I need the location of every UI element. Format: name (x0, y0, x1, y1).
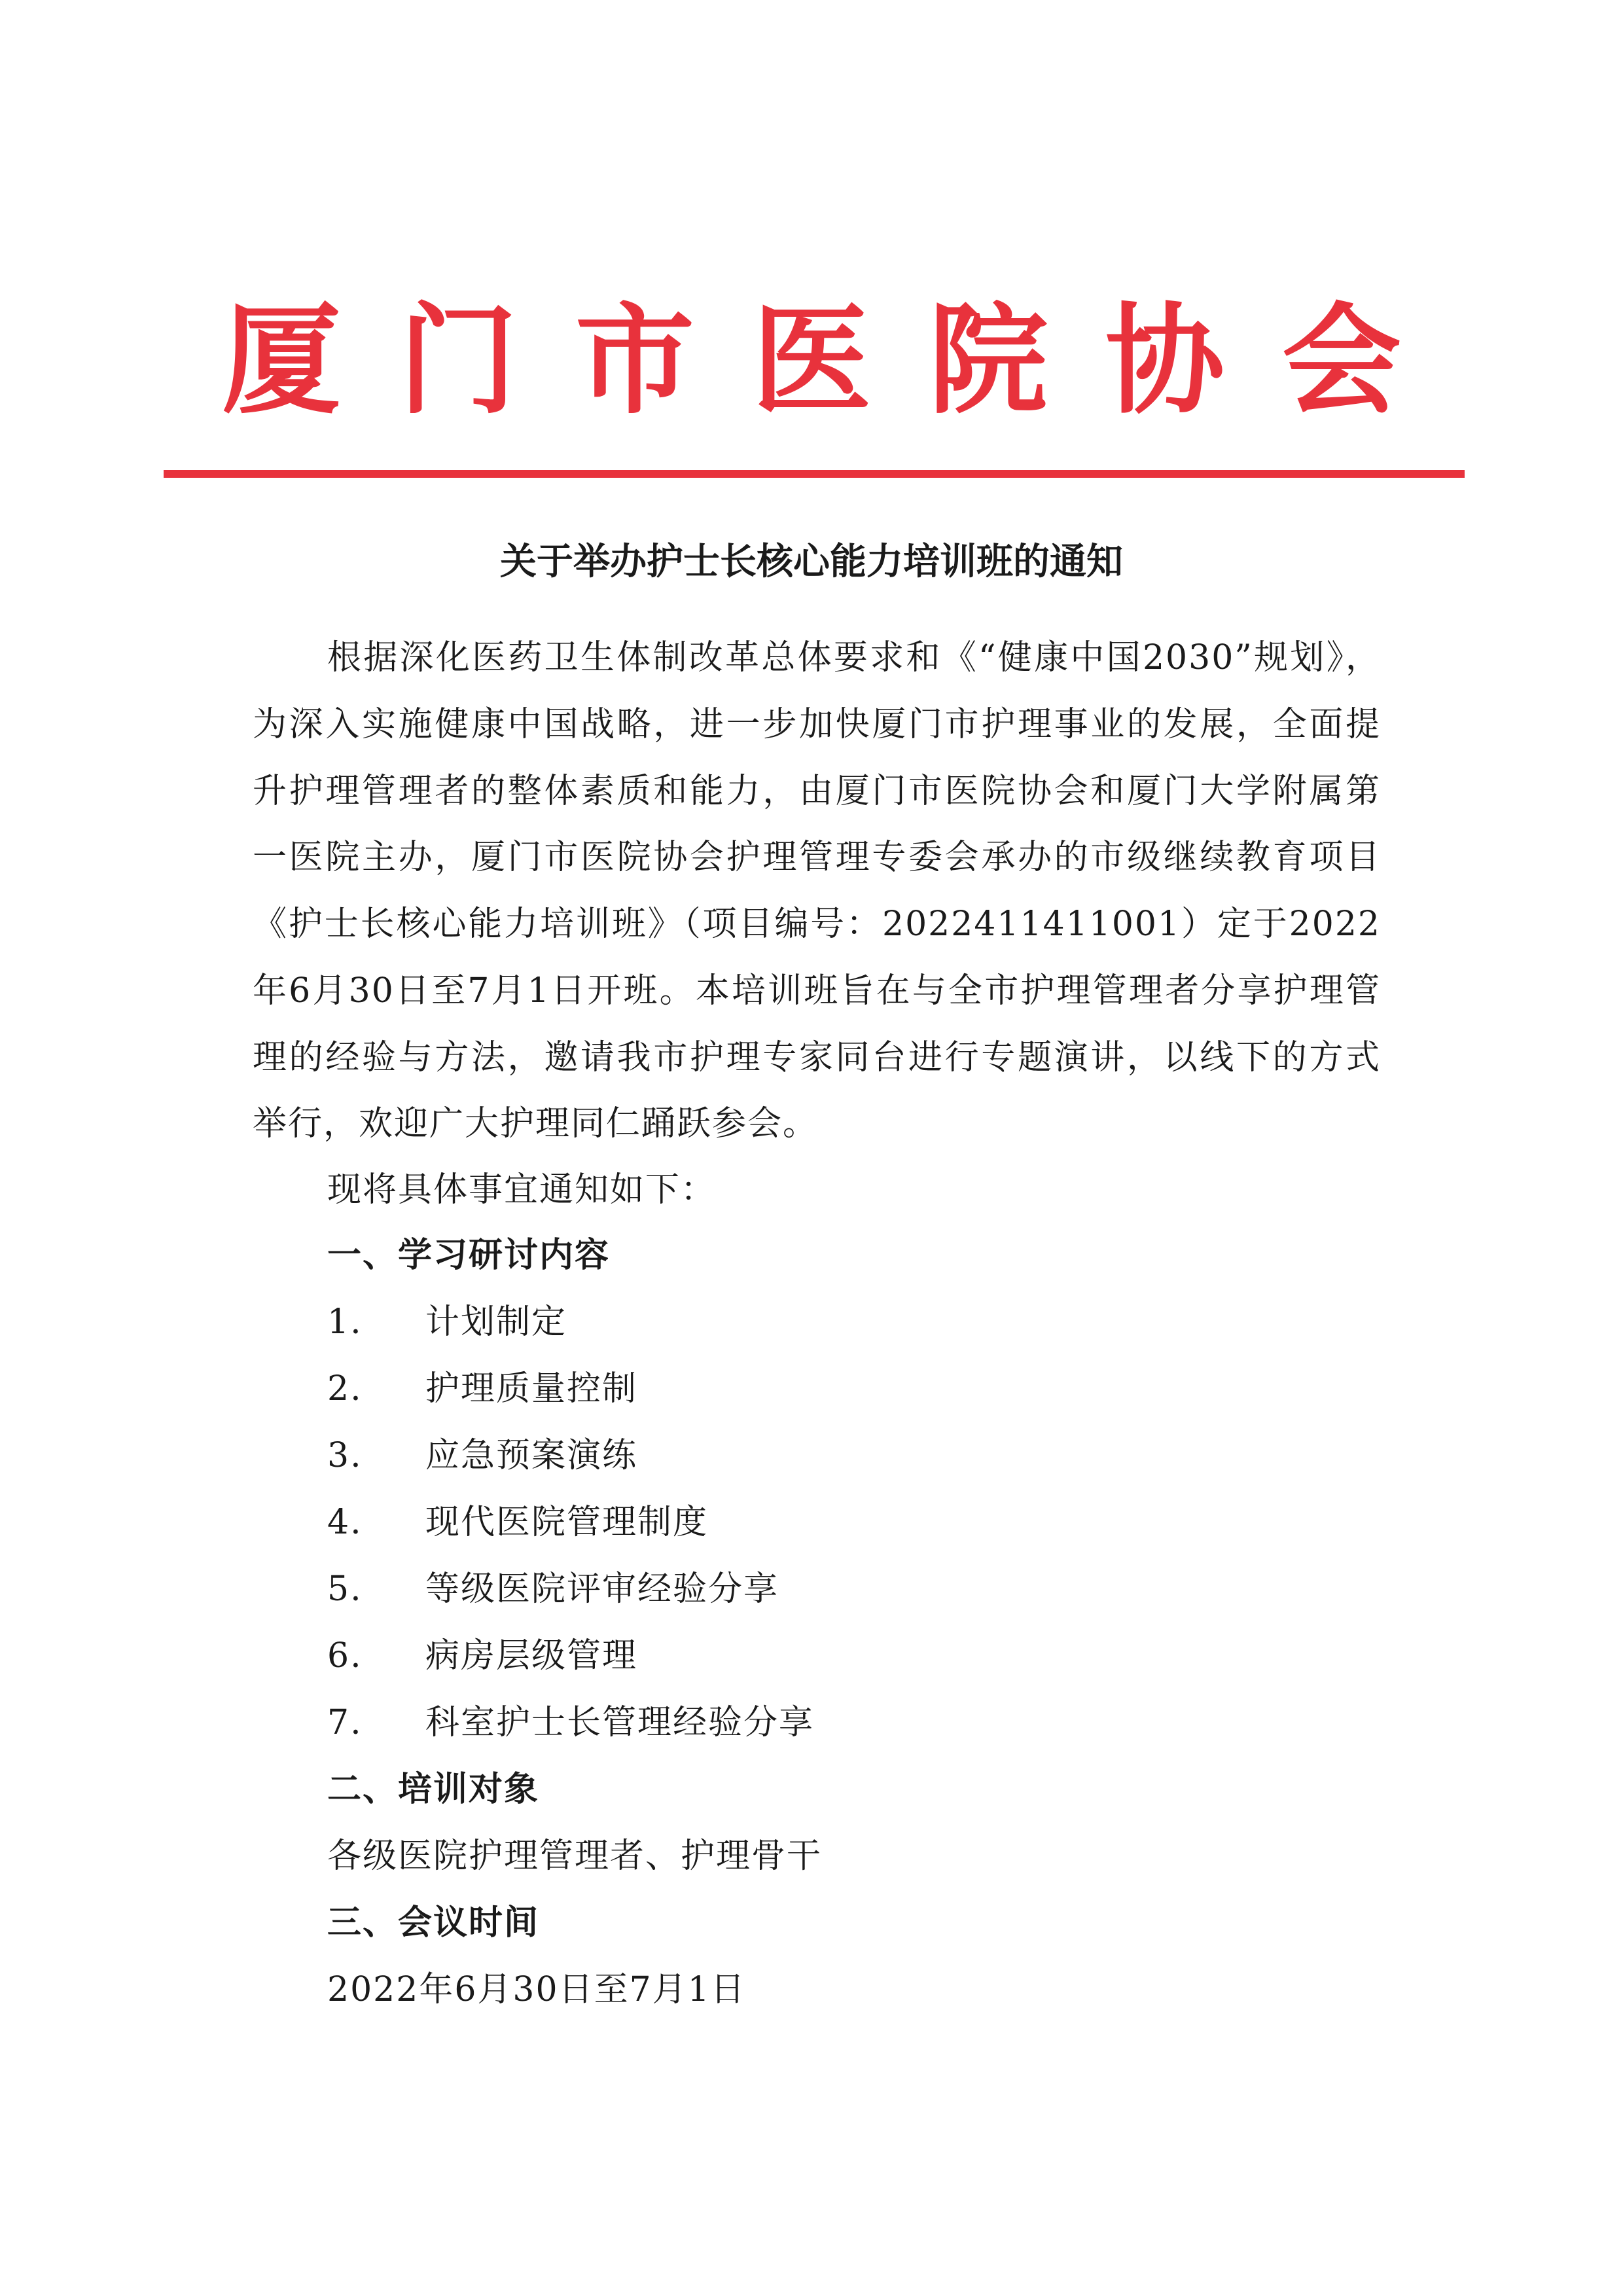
list-item (327, 1363, 637, 1415)
list-item-text: 病房层级管理 (425, 1636, 638, 1676)
list-item (327, 1630, 637, 1682)
list-item-text: 应急预案演练 (425, 1436, 638, 1475)
lead-sentence: 现将具体事宜通知如下： (327, 1170, 717, 1210)
list-item (327, 1563, 779, 1615)
notice-title: 关于举办护士长核心能力培训班的通知 (500, 540, 1123, 583)
list-item-text: 计划制定 (425, 1302, 567, 1342)
list-item-number: 2. (327, 1369, 363, 1408)
section-heading-content: 一、学习研讨内容 (327, 1235, 611, 1275)
list-item-number: 7. (327, 1703, 363, 1742)
list-item (327, 1296, 567, 1348)
section-heading-time: 三、会议时间 (327, 1903, 540, 1943)
meeting-time-text: 2022年6月30日至7月1日 (327, 1970, 746, 2009)
list-item-text: 等级医院评审经验分享 (425, 1570, 779, 1609)
list-item-number: 3. (327, 1436, 363, 1475)
list-item-text: 科室护士长管理经验分享 (425, 1703, 815, 1742)
list-item-text: 护理质量控制 (425, 1369, 638, 1408)
audience-text: 各级医院护理管理者、护理骨干 (327, 1837, 823, 1876)
list-item-number: 1. (327, 1302, 363, 1342)
intro-paragraph: 根据深化医药卫生体制改革总体要求和《“健康中国2030”规划》，为深入实施健康中国战略，进一步加快厦门市护理事业的发展，全面提升护理管理者的整体素质和能力，由厦门市医院协会和厦门大学附属第一医院主办，厦门市医院协会护理管理专委会承办的市级继续教育项目《护士长核心能力培训班》（项目编号：2022411411001）定于2022年6月30日至7月1日开班。本培训班旨在与全市护理管理者分享护理管理的经验与方法，邀请我市护理专家同台进行专题演讲，以线下的方式举行，欢迎广大护理同仁踊跃参会。 (253, 638, 1381, 1144)
list-item-number: 6. (327, 1636, 363, 1676)
list-item (327, 1429, 637, 1482)
red-header-rule (164, 470, 1465, 478)
section-heading-audience: 二、培训对象 (327, 1769, 540, 1809)
list-item-number: 4. (327, 1503, 363, 1542)
list-item (327, 1696, 814, 1749)
list-item (327, 1496, 708, 1549)
list-item-number: 5. (327, 1570, 363, 1609)
masthead-org-name: 厦门市医院协会 (222, 290, 1459, 430)
list-item-text: 现代医院管理制度 (425, 1503, 709, 1542)
